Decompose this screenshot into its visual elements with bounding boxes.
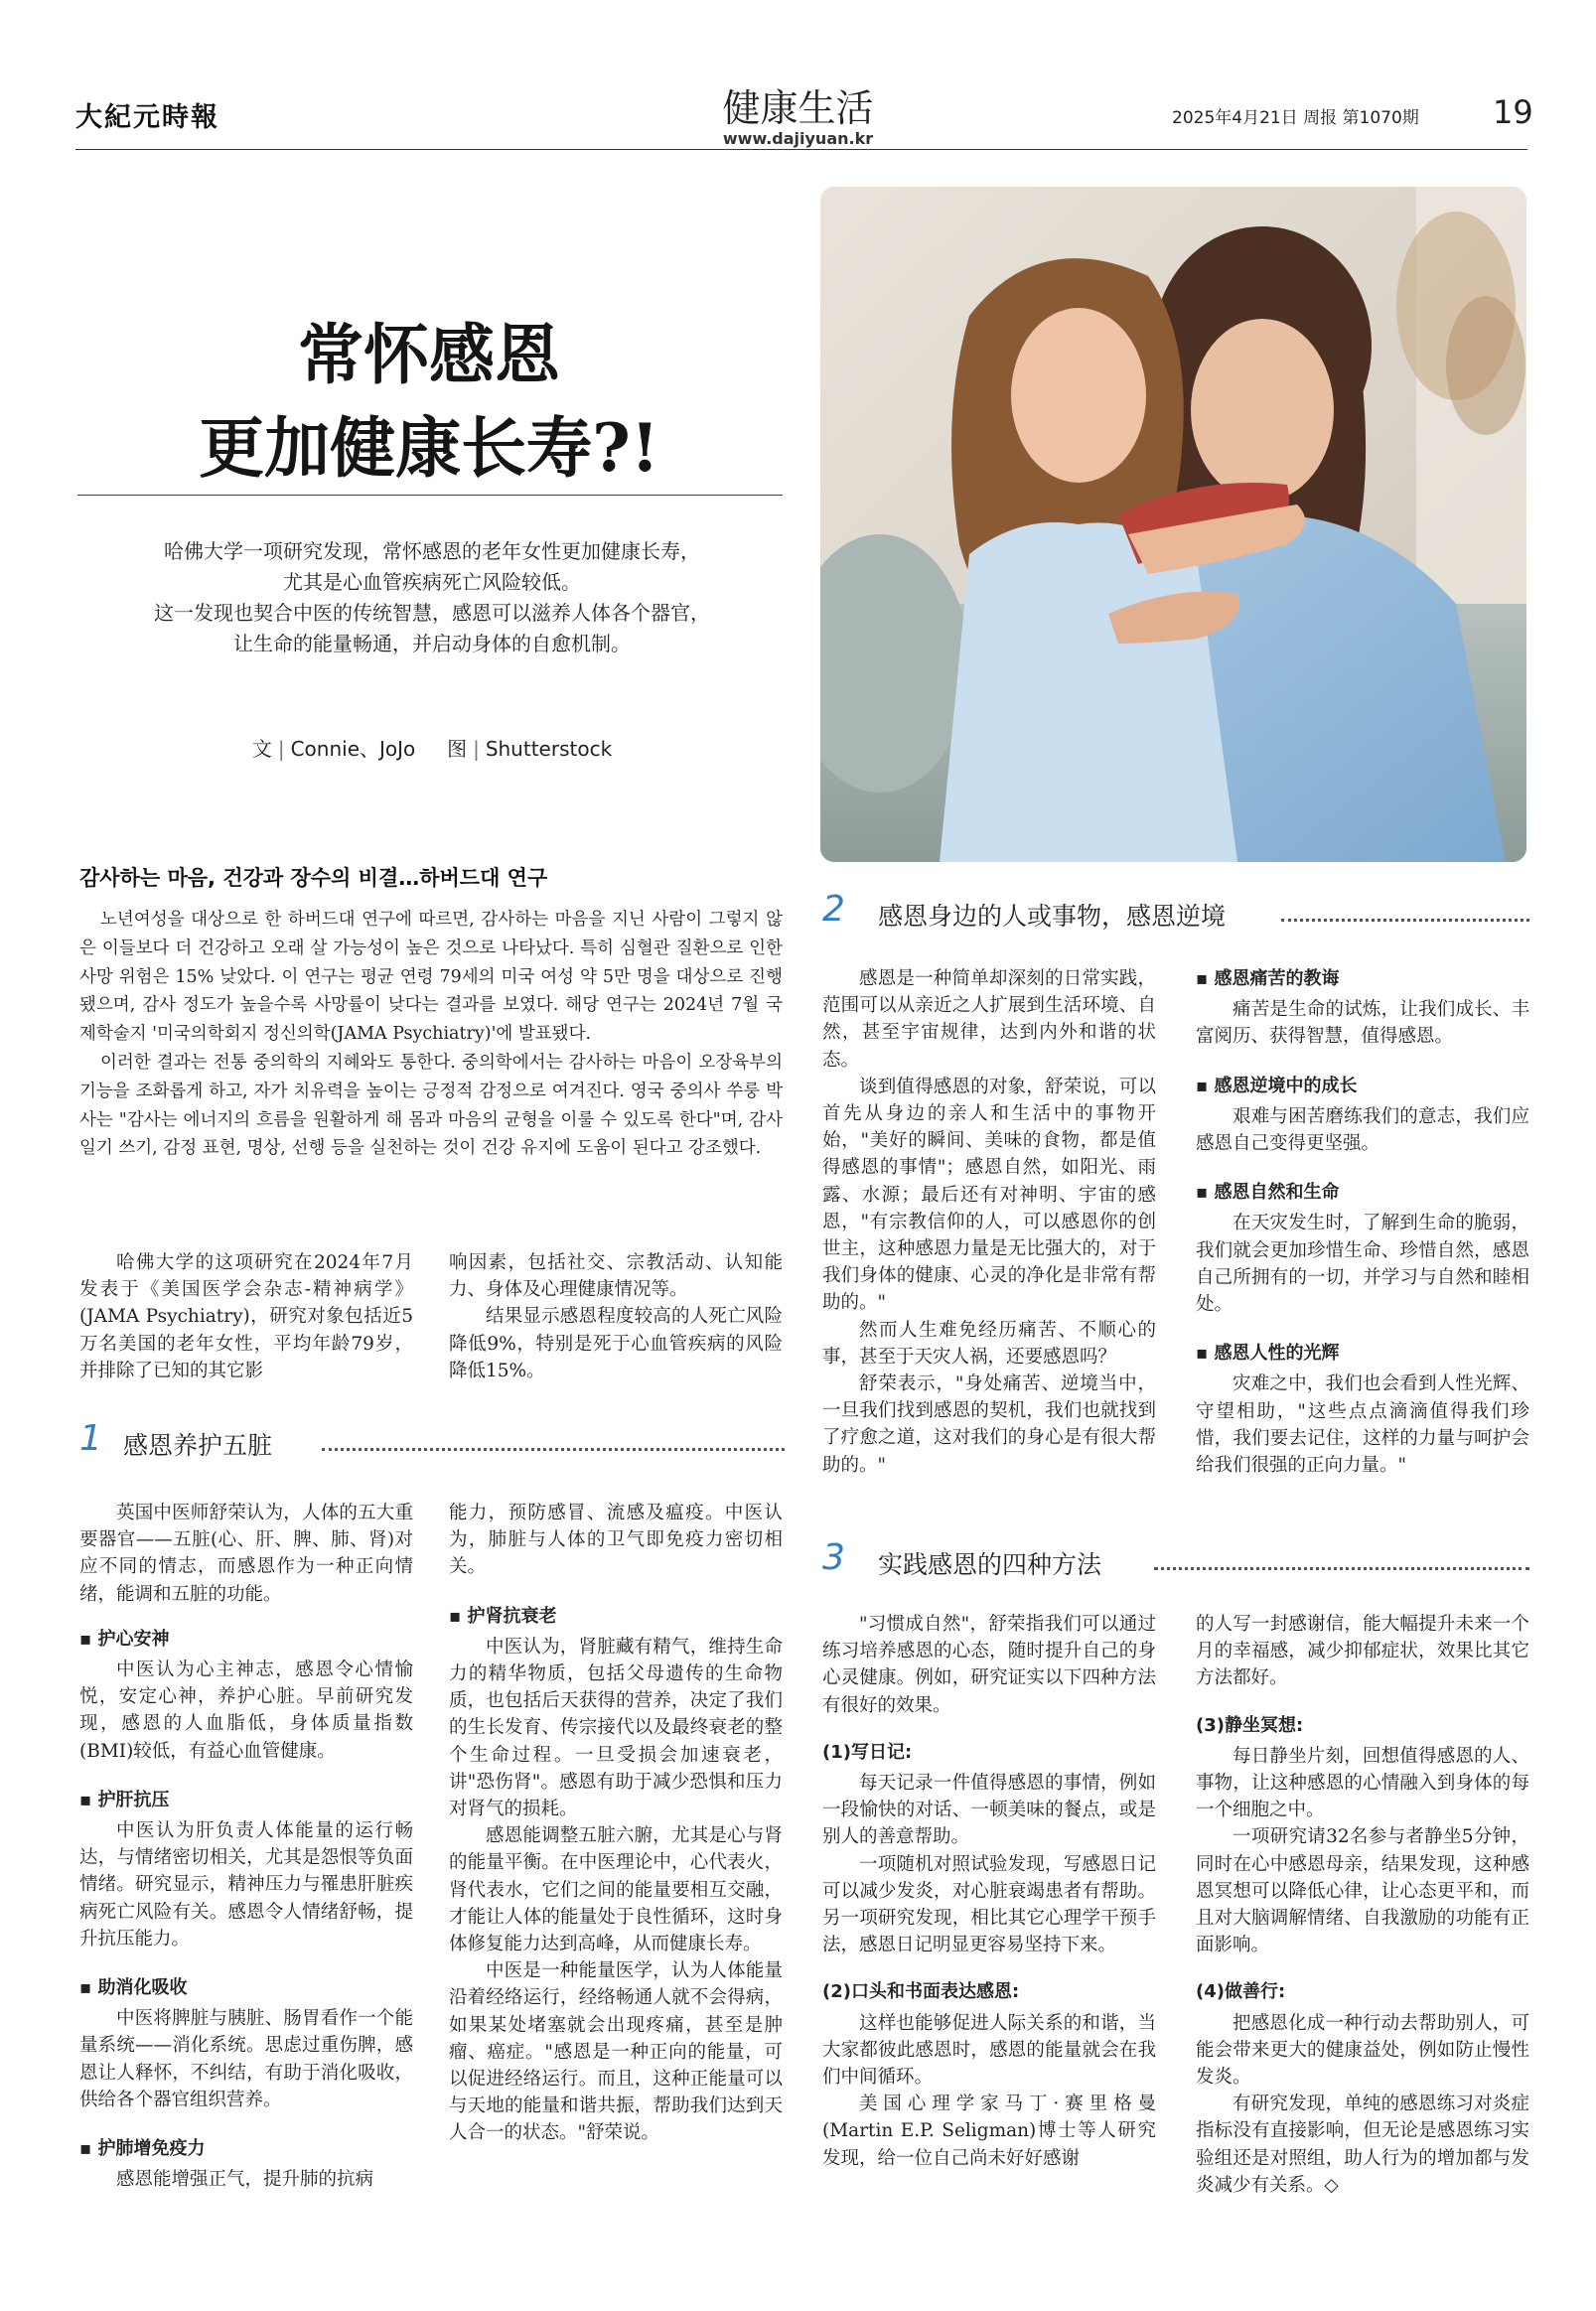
section-paragraph: 把感恩化成一种行动去帮助别人，可能会带来更大的健康益处，例如防止慢性发炎。 bbox=[1196, 2012, 1529, 2089]
intro-paragraph: 哈佛大学的这项研究在2024年7月发表于《美国医学会杂志-精神病学》(JAMA Psychiatry)，研究对象包括近5万名美国的老年女性，平均年龄79岁，并排除了已知的其它影 bbox=[79, 1252, 413, 1381]
article-deck bbox=[109, 536, 755, 659]
section-dotted-rule bbox=[1154, 1567, 1529, 1570]
byline-image-label: 图 bbox=[447, 737, 468, 761]
section-paragraph: 一项研究请32名参与者静坐5分钟，同时在心中感恩母亲，结果发现，这种感恩冥想可以降低心律，让心态更平和，而且对大脑调解情绪、自我激励的功能有正面影响。 bbox=[1196, 1826, 1529, 1956]
item-body: 中医认为肝负责人体能量的运行畅达，与情绪密切相关，尤其是怨恨等负面情绪。研究显示，精神压力与罹患肝脏疾病死亡风险有关。感恩令人情绪舒畅，提升抗压能力。 bbox=[79, 1820, 413, 1950]
section-paragraph: 有研究发现，单纯的感恩练习对炎症指标没有直接影响，但无论是感恩练习实验组还是对照组，助人行为的增加都与发炎减少有关系。◇ bbox=[1196, 2094, 1529, 2196]
header-rule bbox=[75, 149, 1527, 150]
site-url[interactable]: www.dajiyuan.kr bbox=[722, 129, 874, 148]
section-number: 2 bbox=[822, 889, 845, 930]
section-2-column-2 bbox=[1196, 965, 1529, 1479]
section-paragraph: 每天记录一件值得感恩的事情，例如一段愉快的对话、一顿美味的餐点，或是别人的善意帮助。 bbox=[822, 1773, 1156, 1848]
section-paragraph: 这样也能够促进人际关系的和谐，当大家都彼此感恩时，感恩的能量就会在我们中间循环。 bbox=[822, 2012, 1156, 2089]
byline-image-credit: Shutterstock bbox=[485, 737, 613, 761]
method-title: (4)做善行: bbox=[1196, 1981, 1286, 2003]
section-number: 1 bbox=[79, 1418, 102, 1459]
section-paragraph: 每日静坐片刻，回想值得感恩的人、事物，让这种感恩的心情融入到身体的每一个细胞之中。 bbox=[1196, 1745, 1529, 1821]
section-dotted-rule bbox=[322, 1448, 785, 1451]
section-paragraph: 谈到值得感恩的对象，舒荣说，可以首先从身边的亲人和生活中的事物开始，"美好的瞬间、美味的食物，都是值得感恩的事情"；感恩自然，如阳光、雨露、水源；最后还有对神明、宇宙的感恩，"有宗教信仰的人，可以感恩你的创世主，这种感恩力量是无比强大的，对于我们身体的健康、心灵的净化是非常有帮助的。" bbox=[822, 1076, 1156, 1314]
section-2-column-1 bbox=[822, 965, 1156, 1479]
method-title: (1)写日记: bbox=[822, 1741, 913, 1763]
byline: 文 | Connie、JoJo 图 | Shutterstock bbox=[251, 737, 613, 761]
title-rule bbox=[77, 495, 783, 496]
korean-heading: 감사하는 마음, 건강과 장수의 비결…하버드대 연구 bbox=[79, 866, 548, 890]
section-paragraph: 舒荣表示，"身处痛苦、逆境当中，一旦我们找到感恩的契机，我们也就找到了疗愈之道，这对我们的身心是有很大帮助的。" bbox=[822, 1373, 1156, 1476]
item-title: ▪ 感恩逆境中的成长 bbox=[1196, 1075, 1358, 1096]
item-body: 艰难与困苦磨练我们的意志，我们应感恩自己变得更坚强。 bbox=[1196, 1105, 1529, 1155]
method-title: (2)口头和书面表达感恩: bbox=[822, 1981, 1020, 2003]
section-paragraph: 英国中医师舒荣认为，人体的五大重要器官——五脏(心、肝、脾、肺、肾)对应不同的情志，而感恩作为一种正向情绪，能调和五脏的功能。 bbox=[79, 1503, 413, 1605]
item-body: 中医认为心主神志，感恩令心情愉悦，安定心神，养护心脏。早前研究发现，感恩的人血脂低，身体质量指数(BMI)较低，有益心血管健康。 bbox=[79, 1660, 413, 1762]
hero-photo bbox=[820, 187, 1526, 862]
intro-right-column bbox=[449, 1249, 783, 1384]
section-heading: 实践感恩的四种方法 bbox=[878, 1550, 1102, 1579]
issue-info: 2025年4月21日 周报 第1070期 bbox=[1172, 108, 1419, 128]
item-title: ▪ 护肾抗衰老 bbox=[449, 1605, 557, 1627]
section-dotted-rule bbox=[1281, 919, 1529, 922]
korean-summary bbox=[79, 906, 783, 1163]
section-1-header bbox=[79, 1418, 785, 1468]
page-number: 19 bbox=[1493, 93, 1533, 131]
item-body: 感恩能增强正气，提升肺的抗病 bbox=[116, 2169, 374, 2191]
korean-paragraph: 노년여성을 대상으로 한 하버드대 연구에 따르면, 감사하는 마음을 지닌 사람이 그렇지 않은 이들보다 더 건강하고 오래 살 가능성이 높은 것으로 나타났다. 특히 심혈관 질환으로 인한 사망 위험은 15% 낮았다. 이 연구는 평균 연령 79세의 미국 여성 약 5만 명을 대상으로 진행됐으며, 감사 정도가 높을수록 사망률이 낮다는 결과를 보였다. 해당 연구는 2024년 7월 국제학술지 '미국의학회지 정신의학(JAMA Psychiatry)'에 발표됐다. bbox=[79, 910, 783, 1045]
item-title: ▪ 感恩痛苦的教诲 bbox=[1196, 968, 1340, 989]
section-number: 3 bbox=[822, 1537, 845, 1578]
intro-left-column bbox=[79, 1249, 413, 1384]
item-body: 在天灾发生时，了解到生命的脆弱，我们就会更加珍惜生命、珍惜自然，感恩自己所拥有的一切，并学习与自然和睦相处。 bbox=[1196, 1213, 1529, 1316]
intro-paragraph: 响因素，包括社交、宗教活动、认知能力、身体及心理健康情况等。 bbox=[449, 1252, 783, 1301]
item-title: ▪ 助消化吸收 bbox=[79, 1977, 188, 1999]
section-3-column-2 bbox=[1196, 1611, 1529, 2199]
section-2-header bbox=[822, 889, 1529, 939]
section-paragraph: 然而人生难免经历痛苦、不顺心的事，甚至于天灾人祸，还要感恩吗？ bbox=[822, 1319, 1156, 1368]
byline-text-label: 文 bbox=[251, 737, 272, 761]
mother-daughter-hug-image bbox=[820, 187, 1526, 862]
section-1-column-1 bbox=[79, 1500, 413, 2193]
korean-paragraph: 이러한 결과는 전통 중의학의 지혜와도 통한다. 중의학에서는 감사하는 마음이 오장육부의 기능을 조화롭게 하고, 자가 치유력을 높이는 긍정적 감정으로 여겨진다. 영국 중의사 쑤룽 박사는 "감사는 에너지의 흐름을 원활하게 해 몸과 마음의 균형을 이룰 수 있도록 한다"며, 감사 일기 쓰기, 감정 표현, 명상, 선행 등을 실천하는 것이 건강 유지에 도움이 된다고 강조했다. bbox=[79, 1052, 783, 1159]
section-title: 健康生活 bbox=[722, 86, 874, 130]
item-title: ▪ 护心安神 bbox=[79, 1628, 170, 1650]
section-paragraph: 能力，预防感冒、流感及瘟疫。中医认为，肺脏与人体的卫气即免疫力密切相关。 bbox=[449, 1503, 783, 1578]
deck-line: 这一发现也契合中医的传统智慧，感恩可以滋养人体各个器官， bbox=[154, 601, 710, 625]
section-paragraph: 的人写一封感谢信，能大幅提升未来一个月的幸福感，减少抑郁症状，效果比其它方法都好。 bbox=[1196, 1614, 1529, 1689]
item-title: ▪ 感恩自然和生命 bbox=[1196, 1182, 1340, 1204]
section-heading: 感恩身边的人或事物，感恩逆境 bbox=[878, 902, 1227, 931]
title-line-1: 常怀感恩 bbox=[298, 316, 560, 393]
deck-line: 尤其是心血管疾病死亡风险较低。 bbox=[283, 570, 581, 594]
title-line-2: 更加健康长寿?! bbox=[199, 409, 659, 487]
section-paragraph: "习惯成自然"，舒荣指我们可以通过练习培养感恩的心态，随时提升自己的身心灵健康。例如，研究证实以下四种方法有很好的效果。 bbox=[822, 1614, 1156, 1716]
section-paragraph: 美国心理学家马丁·赛里格曼(Martin E.P. Seligman)博士等人研究发现，给一位自己尚未好好感谢 bbox=[822, 2094, 1156, 2169]
item-body: 灾难之中，我们也会看到人性光辉、守望相助，"这些点点滴滴值得我们珍惜，我们要去记住，这样的力量与呵护会给我们很强的正向力量。" bbox=[1196, 1373, 1529, 1477]
item-body: 痛苦是生命的试炼，让我们成长、丰富阅历、获得智慧，值得感恩。 bbox=[1196, 999, 1529, 1048]
method-title: (3)静坐冥想: bbox=[1196, 1714, 1304, 1736]
section-paragraph: 一项随机对照试验发现，写感恩日记可以减少发炎，对心脏衰竭患者有帮助。另一项研究发现，相比其它心理学干预手法，感恩日记明显更容易坚持下来。 bbox=[822, 1853, 1156, 1956]
section-paragraph: 感恩是一种简单却深刻的日常实践，范围可以从亲近之人扩展到生活环境、自然，甚至宇宙规律，达到内外和谐的状态。 bbox=[822, 968, 1156, 1071]
deck-line: 让生命的能量畅通，并启动身体的自愈机制。 bbox=[233, 632, 631, 655]
section-paragraph: 中医是一种能量医学，认为人体能量沿着经络运行，经络畅通人就不会得病，如果某处堵塞就会出现疼痛，甚至是肿瘤、癌症。"感恩是一种正向的能量，可以促进经络运行。而且，这种正能量可以与天地的能量和谐共振，帮助我们达到天人合一的状态。"舒荣说。 bbox=[449, 1960, 783, 2144]
section-1-column-2 bbox=[449, 1500, 783, 2147]
section-paragraph: 感恩能调整五脏六腑，尤其是心与肾的能量平衡。在中医理论中，心代表火，肾代表水，它们之间的能量要相互交融，才能让人体的能量处于良性循环，这时身体修复能力达到高峰，从而健康长寿。 bbox=[449, 1825, 783, 1955]
item-title: ▪ 护肝抗压 bbox=[79, 1789, 170, 1810]
section-3-column-1 bbox=[822, 1611, 1156, 2172]
article-title bbox=[75, 308, 783, 495]
intro-paragraph: 结果显示感恩程度较高的人死亡风险降低9%，特别是死于心血管疾病的风险降低15%。 bbox=[449, 1306, 783, 1381]
byline-authors: Connie、JoJo bbox=[290, 737, 416, 761]
masthead-logo: 大紀元時報 bbox=[75, 102, 219, 133]
item-body: 中医将脾脏与胰脏、肠胃看作一个能量系统——消化系统。思虑过重伤脾，感恩让人释怀，不纠结，有助于消化吸收，供给各个器官组织营养。 bbox=[79, 2008, 413, 2110]
item-title: ▪ 感恩人性的光辉 bbox=[1196, 1343, 1340, 1365]
section-3-header bbox=[822, 1537, 1529, 1587]
section-heading: 感恩养护五脏 bbox=[123, 1431, 273, 1460]
section-paragraph: 中医认为，肾脏藏有精气，维持生命力的精华物质，包括父母遗传的生命物质，也包括后天获得的营养，决定了我们的生长发育、传宗接代以及最终衰老的整个生命过程。一旦受损会加速衰老，讲"恐伤肾"。感恩有助于减少恐惧和压力对肾气的损耗。 bbox=[449, 1636, 783, 1820]
deck-line: 哈佛大学一项研究发现，常怀感恩的老年女性更加健康长寿， bbox=[164, 539, 700, 563]
item-title: ▪ 护肺增免疫力 bbox=[79, 2138, 206, 2160]
